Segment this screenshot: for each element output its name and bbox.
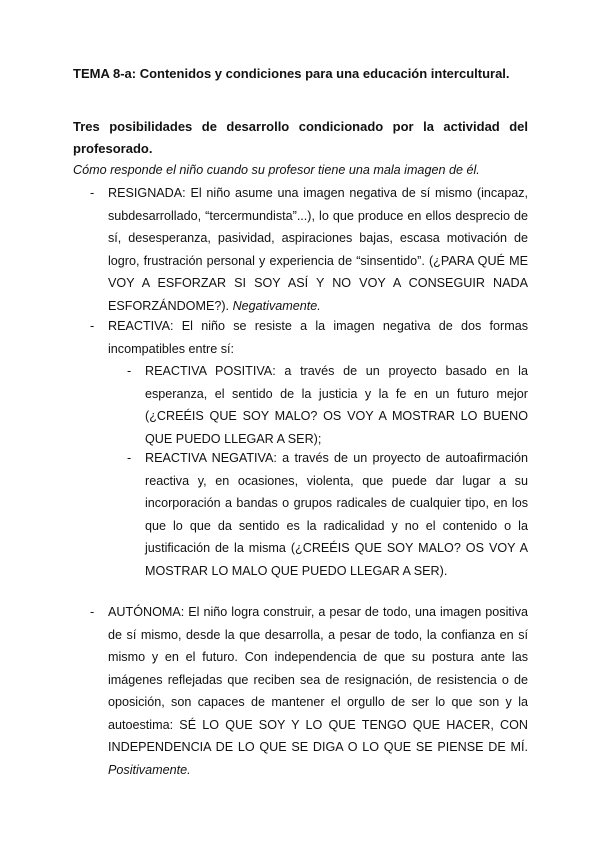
item-reactiva-negativa: REACTIVA NEGATIVA: a través de un proyecto de autoafirmación reactiva y, en ocasiones, violenta, que puede dar lugar a su incorporación a bandas o grupos radicales de cualquier tipo, en los que lo que da sentido es la radicalidad y no el contenido o la justificación de la misma (¿CREÉIS QUE SOY MALO? OS VOY A MOSTRAR LO MALO QUE PUEDO LLEGAR A SER).: [145, 451, 528, 578]
item-autonoma-tag: Positivamente.: [108, 762, 191, 777]
intro-line: Cómo responde el niño cuando su profesor tiene una mala imagen de él.: [73, 163, 480, 177]
bullet-dash: -: [90, 605, 95, 619]
bullet-dash: -: [127, 364, 132, 378]
item-resignada: [108, 182, 528, 317]
item-reactiva: REACTIVA: El niño se resiste a la imagen negativa de dos formas incompatibles entre sí:: [108, 319, 528, 356]
document-title: TEMA 8-a: Contenidos y condiciones para una educación intercultural.: [73, 66, 510, 81]
item-reactiva-positiva: REACTIVA POSITIVA: a través de un proyecto basado en la esperanza, el sentido de la justicia y la fe en un futuro mejor (¿CREÉIS QUE SOY MALO? OS VOY A MOSTRAR LO BUENO QUE PUEDO LLEGAR A SER);: [145, 364, 528, 446]
section-heading: Tres posibilidades de desarrollo condicionado por la actividad del profesorado.: [73, 119, 528, 156]
bullet-dash: -: [90, 319, 95, 333]
item-autonoma-text: AUTÓNOMA: El niño logra construir, a pesar de todo, una imagen positiva de sí mismo, desde la que desarrolla, a pesar de todo, la confianza en sí mismo y en el futuro. Con independencia de que su postura ante las imágenes reflejadas que reciben sea de resignación, de resistencia o de oposición, son capaces de mantener el orgullo de ser lo que son y la autoestima: SÉ LO QUE SOY Y LO QUE TENGO QUE HACER, CON INDEPENDENCIA DE LO QUE SE DIGA O LO QUE SE PIENSE DE MÍ.: [108, 605, 528, 754]
bullet-dash: -: [90, 186, 95, 200]
item-resignada-text: RESIGNADA: El niño asume una imagen negativa de sí mismo (incapaz, subdesarrollado, “tercermundista”...), lo que produce en ellos desprecio de sí, desesperanza, pasividad, aspiraciones bajas, escasa motivación de logro, frustración personal y experiencia de “sinsentido”. (¿PARA QUÉ ME VOY A ESFORZAR SI SOY ASÍ Y NO VOY A CONSEGUIR NADA ESFORZÁNDOME?).: [108, 186, 528, 313]
item-autonoma: [108, 601, 528, 781]
bullet-dash: -: [127, 451, 132, 465]
item-resignada-tag: Negativamente.: [232, 298, 321, 313]
